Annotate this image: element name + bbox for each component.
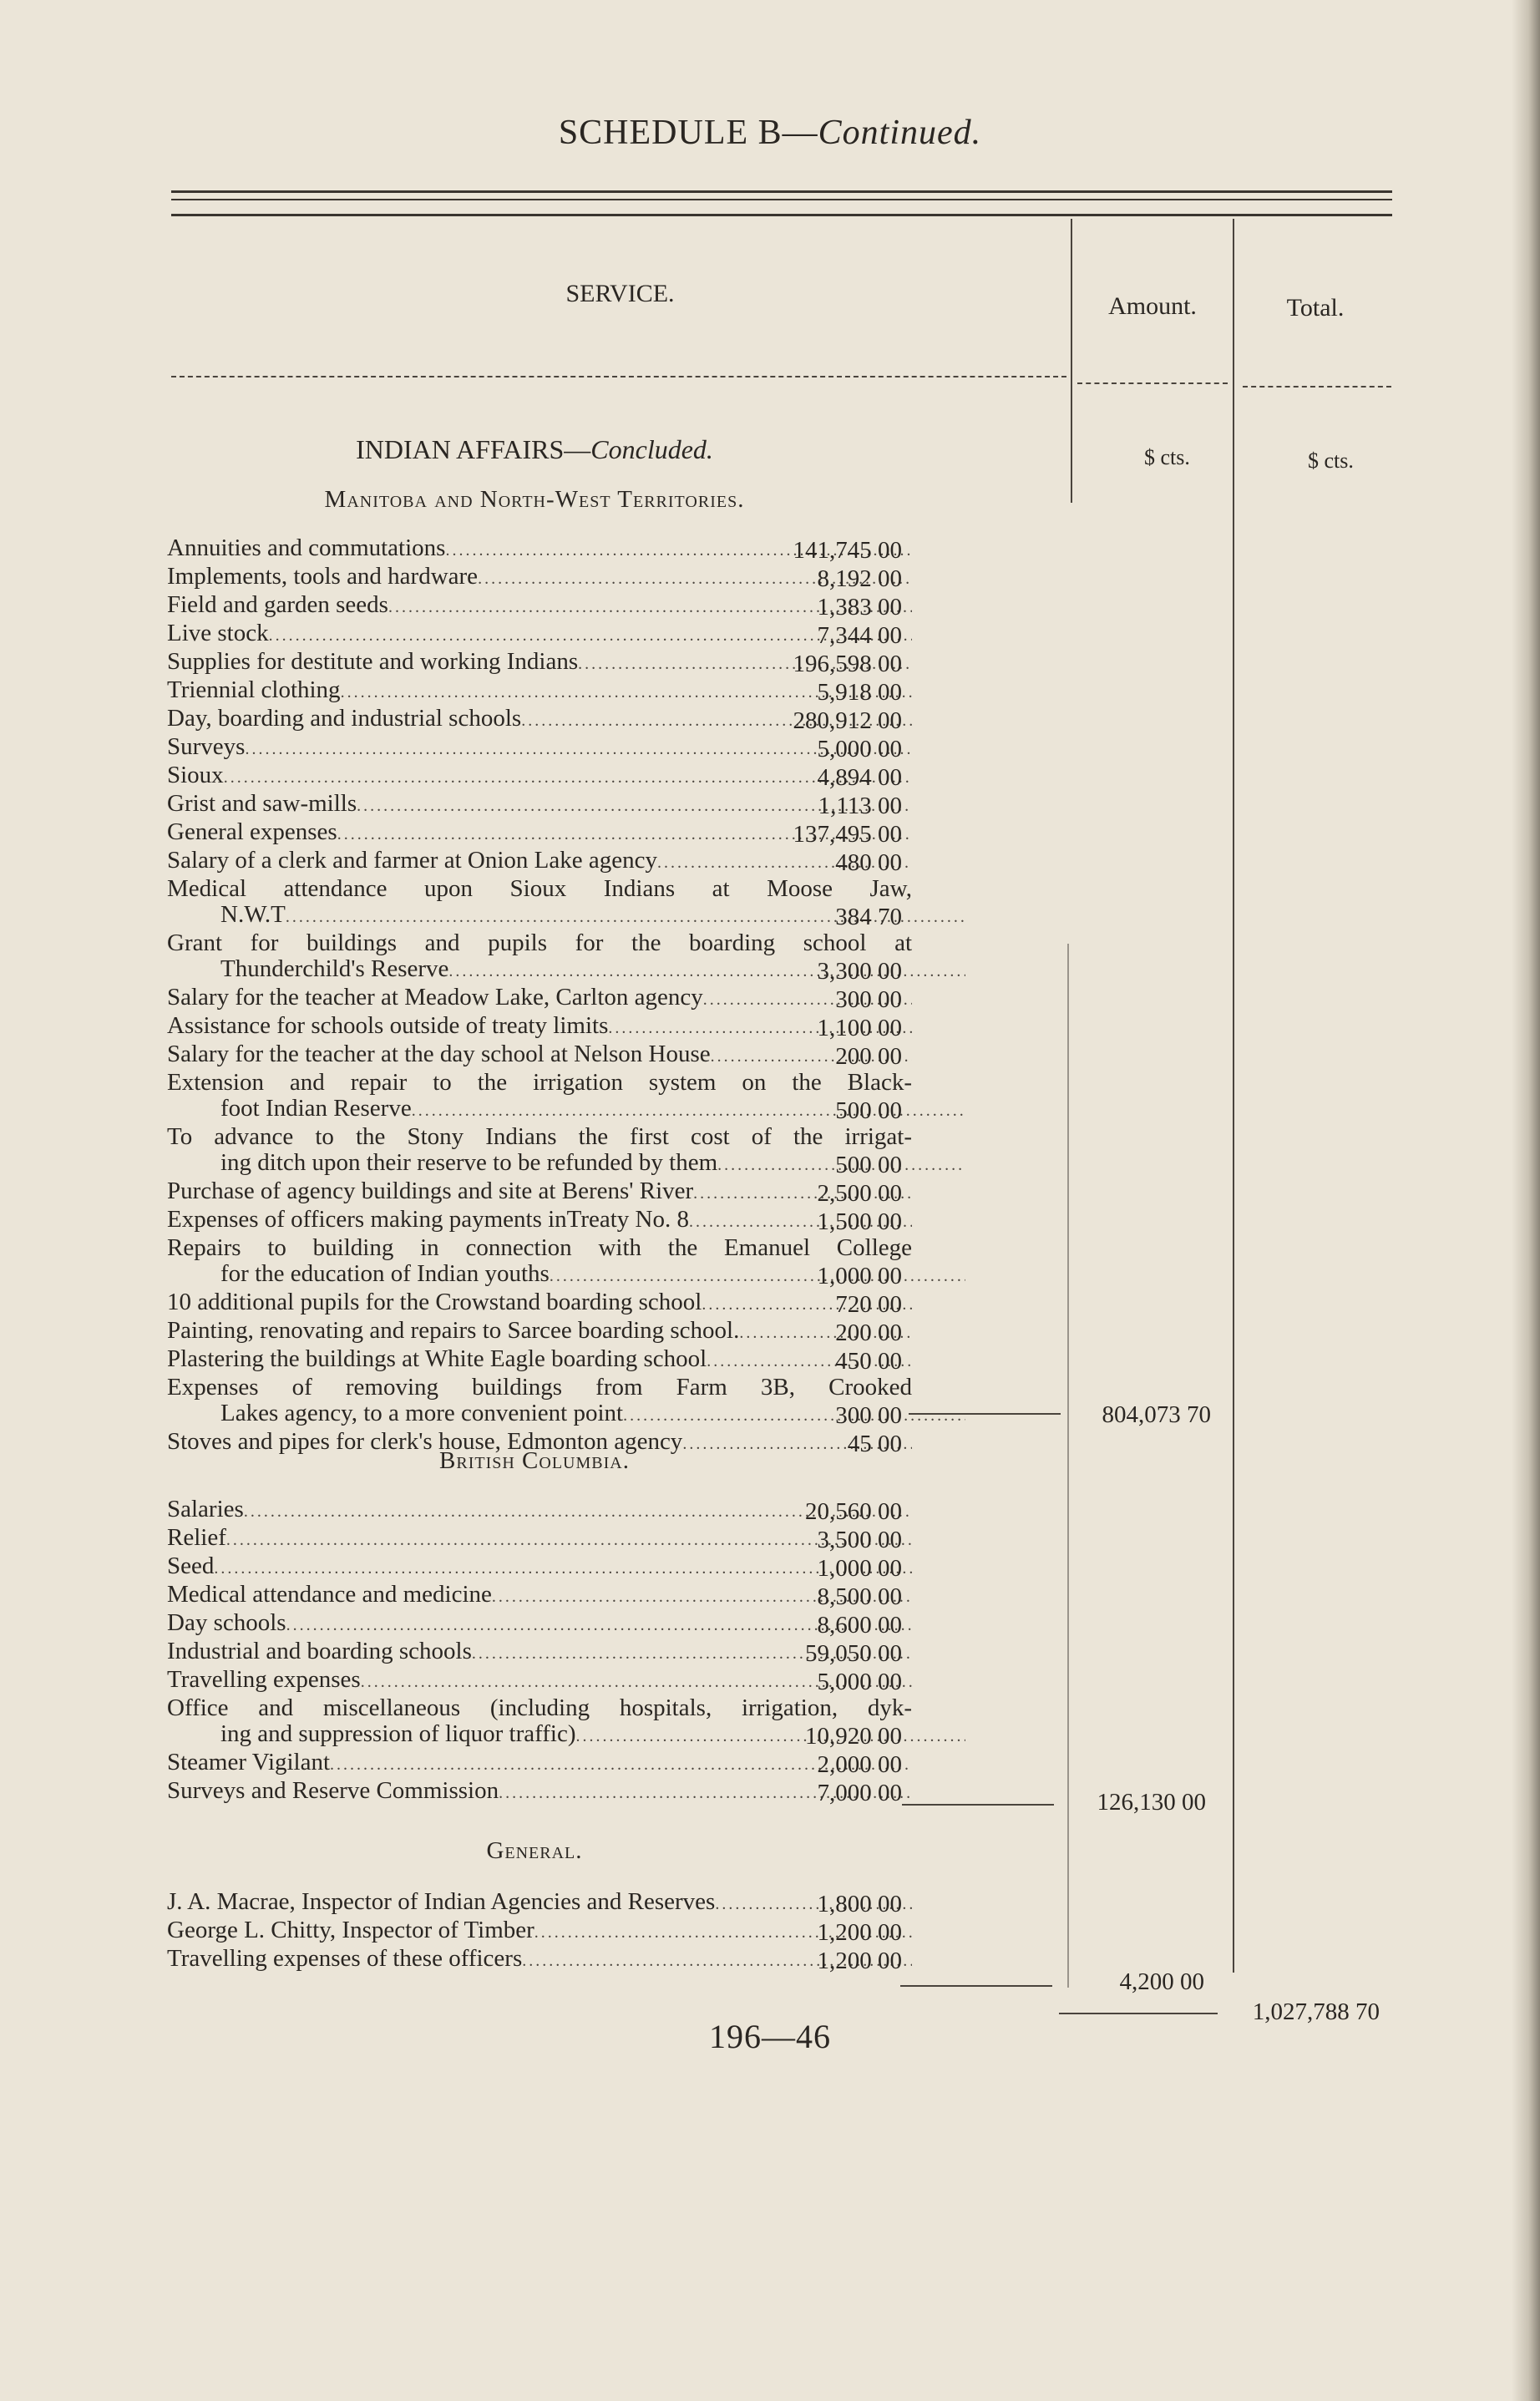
description-text: Painting, renovating and repairs to Sarcee boarding school. [167,1318,740,1344]
description-text: Travelling expenses of these officers [167,1946,523,1972]
row-amount: 1,113 00 [818,793,902,819]
description-text: Sioux [167,762,224,788]
table-row [167,791,965,819]
row-amount: 280,912 00 [793,707,902,734]
description-text: foot Indian Reserve [220,1096,412,1122]
description-text: Extension and repair to the irrigation system on the Black- [167,1070,912,1096]
table-row [167,1124,965,1178]
table-row [167,564,965,592]
description-text: for the education of Indian youths [220,1261,550,1287]
title-text: SCHEDULE B— [558,114,818,152]
col-amount: Amount. [1108,292,1197,320]
table-row [167,1497,965,1525]
table-row [167,535,965,564]
subtotal-bc: 126,130 00 [1097,1789,1206,1816]
row-amount: 8,600 00 [817,1612,902,1639]
description-text: ing and suppression of liquor traffic) [220,1721,576,1747]
table-row [167,592,965,621]
row-amount: 500 00 [835,1152,902,1178]
description-text: Salary for the teacher at the day school at Nelson House [167,1041,711,1067]
col-divider-amount [1071,219,1072,503]
description-text: ing ditch upon their reserve to be refunded by them [220,1150,718,1176]
table-row [167,1235,965,1289]
description-text: Plastering the buildings at White Eagle boarding school [167,1346,707,1372]
description-text: Travelling expenses [167,1667,361,1693]
page-title [0,113,1540,153]
subtotal-manitoba: 804,073 70 [1102,1401,1211,1428]
description-text: Live stock [167,621,269,646]
table-row [167,621,965,649]
description-text: Day schools [167,1610,286,1636]
header-rule-amount [1077,382,1228,384]
description-text: Office and miscellaneous (including hospitals, irrigation, dyk- [167,1695,912,1721]
row-amount: 1,383 00 [817,594,902,621]
grand-total: 1,027,788 70 [1252,1998,1380,2025]
header-rule-total [1243,386,1391,388]
description-text: Day, boarding and industrial schools [167,706,522,732]
group-heading-general: General. [486,1837,583,1864]
description-text: 10 additional pupils for the Crowstand boarding school [167,1289,702,1315]
row-amount: 59,050 00 [805,1640,902,1667]
row-amount: 1,000 00 [817,1555,902,1582]
table-row [167,1778,965,1806]
row-amount: 5,918 00 [817,679,902,706]
table-row [167,1667,965,1695]
row-amount: 200 00 [835,1043,902,1070]
total-rule [1059,2013,1218,2014]
group-items-manitoba [167,535,965,1457]
section-title-italic: Concluded. [590,434,713,464]
row-amount: 141,745 00 [793,537,902,564]
description-text: Expenses of officers making payments inTreaty No. 8 [167,1207,690,1233]
table-row [167,819,965,848]
group-rule-manitoba [909,1413,1061,1415]
row-amount: 10,920 00 [805,1723,902,1750]
table-row [167,1553,965,1582]
row-amount: 200 00 [835,1320,902,1346]
description-text: Medical attendance upon Sioux Indians at Moose Jaw, [167,876,912,902]
description-text: Surveys [167,734,246,760]
table-row [167,1525,965,1553]
description-text: Grant for buildings and pupils for the boarding school at [167,930,912,956]
title-italic: Continued. [818,114,982,152]
row-amount: 1,800 00 [817,1891,902,1917]
table-row [167,1695,965,1750]
table-row [167,1917,912,1946]
table-row [167,1375,965,1429]
description-text: Repairs to building in connection with the Emanuel College [167,1235,912,1261]
table-row [167,1178,965,1207]
row-description [167,1235,912,1261]
page-number: 196—46 [709,2018,831,2055]
row-amount: 3,300 00 [817,958,902,985]
description-text: Triennial clothing [167,677,341,703]
group-items-bc [167,1497,965,1806]
row-amount: 5,000 00 [817,736,902,762]
group-rule-bc [902,1804,1054,1806]
table-row [167,876,965,930]
description-text: General expenses [167,819,337,845]
row-amount: 1,200 00 [817,1919,902,1946]
description-text: N.W.T [220,902,286,928]
row-amount: 300 00 [835,1402,902,1429]
row-amount: 2,000 00 [817,1751,902,1778]
description-text: Thunderchild's Reserve [220,956,449,982]
header-rule-service [171,376,1066,377]
top-rule-1 [171,190,1392,193]
table-row [167,1070,965,1124]
table-row [167,1041,965,1070]
subtotal-general: 4,200 00 [1119,1968,1204,1995]
row-amount: 4,894 00 [817,764,902,791]
row-amount: 45 00 [847,1431,902,1457]
description-text: To advance to the Stony Indians the first cost of the irrigat- [167,1124,912,1150]
row-amount: 384 70 [835,904,902,930]
group-rule-general [900,1985,1052,1987]
description-text: Field and garden seeds [167,592,388,618]
row-amount: 1,200 00 [817,1948,902,1974]
table-row [167,1946,912,1974]
row-amount: 196,598 00 [793,651,902,677]
amount-cts: $ cts. [1144,445,1190,469]
table-row [167,1013,965,1041]
row-amount: 5,000 00 [817,1669,902,1695]
row-amount: 7,344 00 [817,622,902,649]
description-text: Stoves and pipes for clerk's house, Edmonton agency [167,1429,683,1455]
table-row [167,1639,965,1667]
row-description [167,1375,912,1401]
table-row [167,1889,912,1917]
row-amount: 7,000 00 [817,1780,902,1806]
table-row [167,649,965,677]
table-row [167,1207,965,1235]
table-row [167,1289,965,1318]
row-amount: 500 00 [835,1097,902,1124]
description-text: Grist and saw-mills [167,791,357,817]
row-description [167,1695,912,1721]
row-description [167,1124,912,1150]
description-text: George L. Chitty, Inspector of Timber [167,1917,534,1943]
col-divider-amount-lower [1067,944,1069,1988]
row-description [167,930,912,956]
description-text: J. A. Macrae, Inspector of Indian Agencies and Reserves [167,1889,716,1915]
col-service: SERVICE. [565,280,675,307]
row-amount: 8,500 00 [817,1583,902,1610]
section-title-text: INDIAN AFFAIRS— [356,434,591,464]
table-row [167,1582,965,1610]
row-amount: 480 00 [835,849,902,876]
row-amount: 720 00 [835,1291,902,1318]
row-amount: 20,560 00 [805,1498,902,1525]
row-amount: 1,100 00 [817,1015,902,1041]
row-amount: 137,495 00 [793,821,902,848]
row-amount: 1,500 00 [817,1208,902,1235]
description-text: Purchase of agency buildings and site at Berens' River [167,1178,694,1204]
description-text: Salaries [167,1497,244,1522]
table-row [167,762,965,791]
section-title [167,434,902,465]
row-amount: 300 00 [835,986,902,1013]
description-text: Assistance for schools outside of treaty limits [167,1013,609,1039]
col-total: Total. [1286,294,1345,322]
description-text: Lakes agency, to a more convenient point [220,1401,624,1426]
total-cts: $ cts. [1308,448,1354,473]
row-amount: 2,500 00 [817,1180,902,1207]
description-text: Medical attendance and medicine [167,1582,492,1608]
table-row [167,1750,965,1778]
description-text: Surveys and Reserve Commission [167,1778,499,1804]
description-text: Annuities and commutations [167,535,446,561]
row-description [167,876,912,902]
description-text: Relief [167,1525,226,1551]
table-row [167,1318,965,1346]
table-row [167,1346,965,1375]
description-text: Expenses of removing buildings from Farm 3B, Crooked [167,1375,912,1401]
table-row [167,1610,965,1639]
table-row [167,677,965,706]
row-description [167,1070,912,1096]
description-text: Seed [167,1553,215,1579]
description-text: Implements, tools and hardware [167,564,479,590]
table-row [167,848,965,876]
col-divider-total [1233,219,1234,1973]
table-row [167,930,965,985]
top-rule-3 [171,214,1392,216]
row-amount: 3,500 00 [817,1527,902,1553]
group-items-general [167,1889,912,1974]
description-text: Supplies for destitute and working Indians [167,649,579,675]
description-text: Salary for the teacher at Meadow Lake, Carlton agency [167,985,703,1011]
table-row [167,706,965,734]
row-amount: 450 00 [835,1348,902,1375]
table-row [167,734,965,762]
description-text: Industrial and boarding schools [167,1639,472,1664]
table-row [167,985,965,1013]
top-rule-2 [171,199,1392,200]
description-text: Steamer Vigilant [167,1750,331,1775]
group-heading-bc: British Columbia. [439,1447,630,1474]
row-amount: 8,192 00 [817,565,902,592]
group-heading-manitoba: Manitoba and North-West Territories. [324,486,745,513]
row-amount: 1,000 00 [817,1263,902,1289]
description-text: Salary of a clerk and farmer at Onion Lake agency [167,848,657,874]
